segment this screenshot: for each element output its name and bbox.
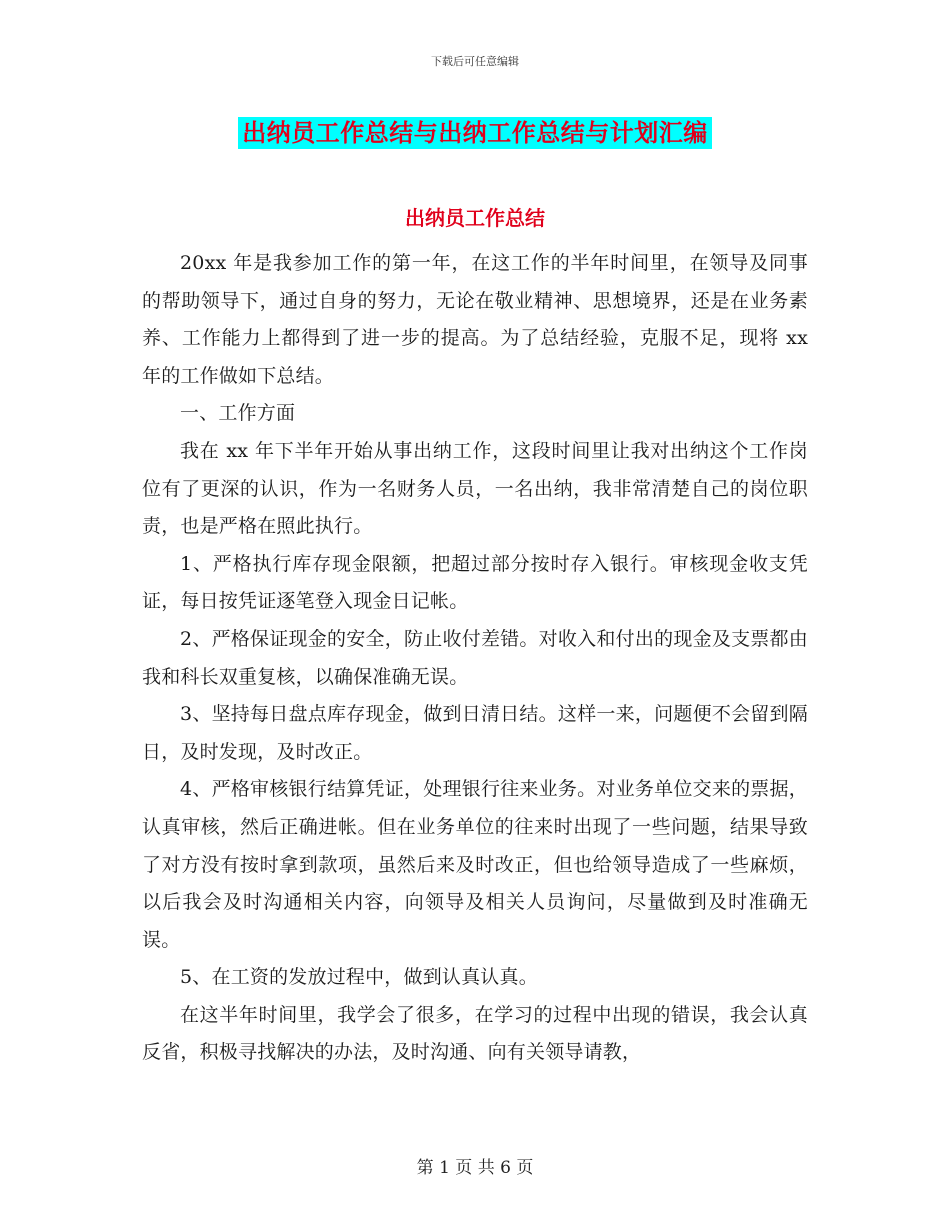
paragraph: 一、工作方面: [180, 402, 296, 425]
page-number-footer: 第 1 页 共 6 页: [416, 1158, 534, 1178]
paragraph: 4、严格审核银行结算凭证，处理银行往来业务。对业务单位交来的票据，认真审核，然后正确进帐。但在业务单位的往来时出现了一些问题，结果导致了对方没有按时拿到款项，虽然后来及时改正，但也给领导造成了一些麻烦，以后我会及时沟通相关内容，向领导及相关人员询问，尽量做到及时准确无误。: [142, 778, 808, 951]
paragraph: 我在 xx 年下半年开始从事出纳工作，这段时间里让我对出纳这个工作岗位有了更深的认识，作为一名财务人员，一名出纳，我非常清楚自己的岗位职责，也是严格在照此执行。: [142, 439, 808, 538]
paragraph: 3、坚持每日盘点库存现金，做到日清日结。这样一来，问题便不会留到隔日，及时发现，及时改正。: [142, 703, 808, 763]
document-body: [142, 245, 808, 1072]
paragraph: 2、严格保证现金的安全，防止收付差错。对收入和付出的现金及支票都由我和科长双重复核，以确保准确无误。: [142, 627, 808, 688]
section-title: 出纳员工作总结: [405, 206, 545, 230]
paragraph: 5、在工资的发放过程中，做到认真认真。: [180, 966, 538, 989]
paragraph: 1、严格执行库存现金限额，把超过部分按时存入银行。审核现金收支凭证，每日按凭证逐笔登入现金日记帐。: [142, 552, 808, 613]
paragraph: 在这半年时间里，我学会了很多，在学习的过程中出现的错误，我会认真反省，积极寻找解决的办法，及时沟通、向有关领导请教，: [142, 1003, 808, 1064]
header-note: 下载后可任意编辑: [431, 55, 519, 68]
document-title: [0, 113, 950, 148]
document-title-text: 出纳员工作总结与出纳工作总结与计划汇编: [238, 117, 712, 149]
paragraph: 20xx 年是我参加工作的第一年，在这工作的半年时间里，在领导及同事的帮助领导下，通过自身的努力，无论在敬业精神、思想境界，还是在业务素养、工作能力上都得到了进一步的提高。为了总结经验，克服不足，现将 xx 年的工作做如下总结。: [142, 252, 808, 387]
